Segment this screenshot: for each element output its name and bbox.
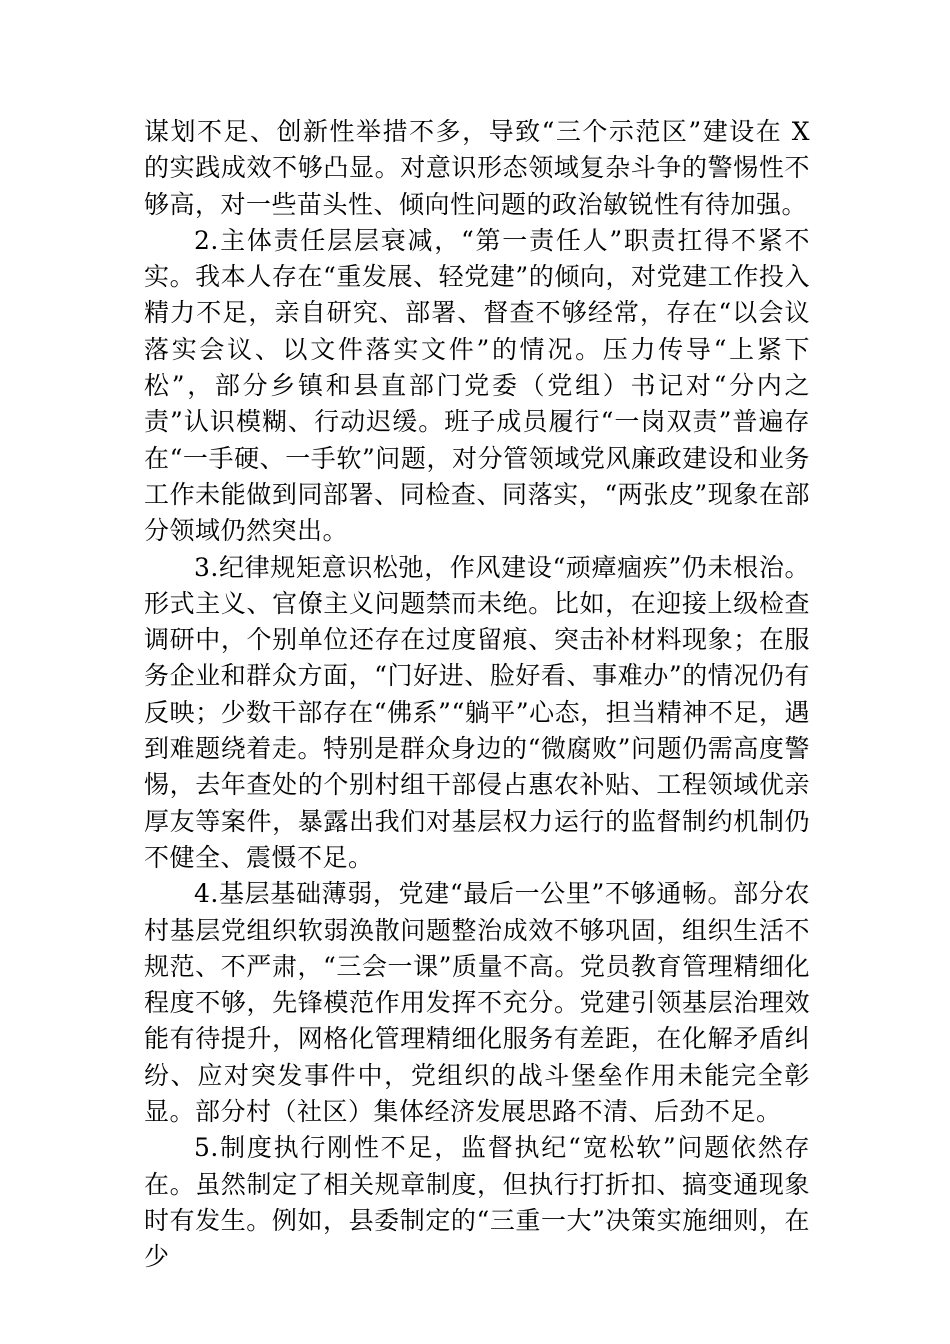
paragraph-item-5: 5.制度执行刚性不足，监督执纪“宽松软”问题依然存在。虽然制定了相关规章制度，但执行打折扣、搞变通现象时有发生。例如，县委制定的“三重一大”决策实施细则，在少 bbox=[144, 1133, 810, 1272]
paragraph-item-4: 4.基层基础薄弱，党建“最后一公里”不够通畅。部分农村基层党组织软弱涣散问题整治成效不够巩固，组织生活不规范、不严肃，“三会一课”质量不高。党员教育管理精细化程度不够，先锋模范作用发挥不充分。党建引领基层治理效能有待提升，网格化管理精细化服务有差距，在化解矛盾纠纷、应对突发事件中，党组织的战斗堡垒作用未能完全彰显。部分村（社区）集体经济发展思路不清、后劲不足。 bbox=[144, 879, 810, 1127]
paragraph-item-3: 3.纪律规矩意识松弛，作风建设“顽瘴痼疾”仍未根治。形式主义、官僚主义问题禁而未绝。比如，在迎接上级检查调研中，个别单位还存在过度留痕、突击补材料现象；在服务企业和群众方面，“门好进、脸好看、事难办”的情况仍有反映；少数干部存在“佛系”“躺平”心态，担当精神不足，遇到难题绕着走。特别是群众身边的“微腐败”问题仍需高度警惕，去年查处的个别村组干部侵占惠农补贴、工程领域优亲厚友等案件，暴露出我们对基层权力运行的监督制约机制仍不健全、震慑不足。 bbox=[144, 552, 810, 872]
document-body bbox=[144, 114, 810, 1276]
paragraph-item-2: 2.主体责任层层衰减，“第一责任人”职责扛得不紧不实。我本人存在“重发展、轻党建”的倾向，对党建工作投入精力不足，亲自研究、部署、督查不够经常，存在“以会议落实会议、以文件落实文件”的情况。压力传导“上紧下松”，部分乡镇和县直部门党委（党组）书记对“分内之责”认识模糊、行动迟缓。班子成员履行“一岗双责”普遍存在“一手硬、一手软”问题，对分管领域党风廉政建设和业务工作未能做到同部署、同检查、同落实，“两张皮”现象在部分领域仍然突出。 bbox=[144, 225, 810, 546]
paragraph-continuation: 谋划不足、创新性举措不多，导致“三个示范区”建设在 X 的实践成效不够凸显。对意识形态领域复杂斗争的警惕性不够高，对一些苗头性、倾向性问题的政治敏锐性有待加强。 bbox=[144, 117, 810, 219]
